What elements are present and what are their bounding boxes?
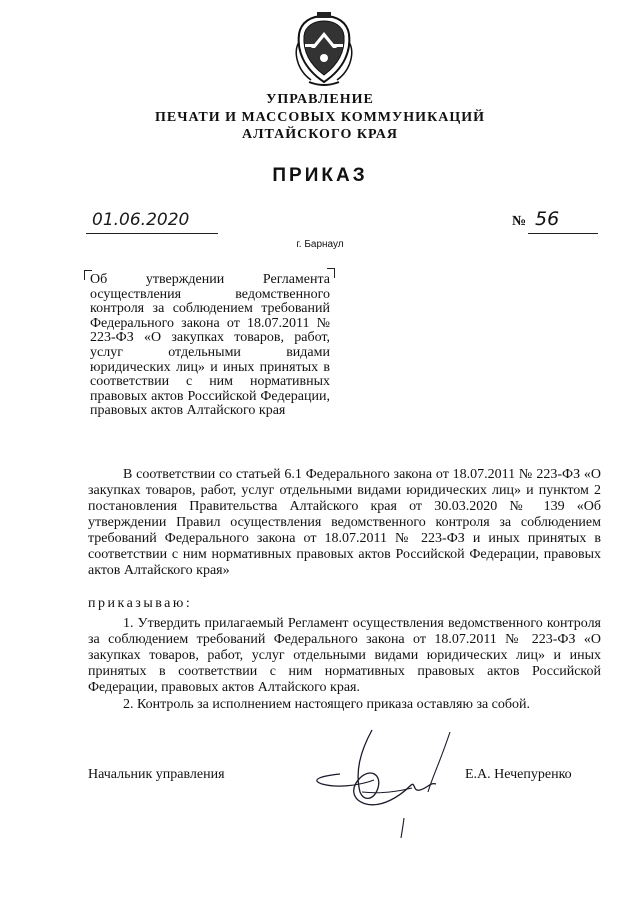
city-label: г. Барнаул	[296, 239, 344, 250]
number-label: №	[512, 214, 527, 229]
order-item-1: 1. Утвердить прилагаемый Регламент осуществления ведомственного контроля за соблюдением требований Федерального закона от 18.07.2011 № 223-ФЗ «О закупках товаров, работ, услуг отдельными видами юридических лиц» и иных принятых в соответствии с ним нормативных правовых актов Российской Федерации, правовых актов Алтайского края.	[88, 616, 601, 695]
handwritten-signature	[300, 722, 470, 842]
org-name-line-2: ПЕЧАТИ И МАССОВЫХ КОММУНИКАЦИЙ	[154, 110, 486, 125]
org-name-line-1: УПРАВЛЕНИЕ	[266, 92, 374, 107]
document-subject: Об утверждении Регламента осуществления ведомственного контроля за соблюдением требований Федерального закона от 18.07.2011 № 223-ФЗ «О закупках товаров, работ, услуг отдельными видами юридических лиц» и иных принятых в соответствии с ним нормативных правовых актов Российской Федерации, правовых актов Алтайского края	[90, 272, 330, 419]
document-title: ПРИКАЗ	[272, 165, 368, 186]
date-underline	[86, 233, 218, 234]
signatory-name: Е.А. Нечепуренко	[465, 767, 572, 782]
document-date: 01.06.2020	[92, 210, 190, 230]
preamble-paragraph: В соответствии со статьей 6.1 Федерального закона от 18.07.2011 № 223-ФЗ «О закупках товаров, работ, услуг отдельными видами юридических лиц» и пунктом 2 постановления Правительства Алтайского края от 30.03.2020 № 139 «Об утверждении Правил осуществления ведомственного контроля за соблюдением требований Федерального закона от 18.07.2011 № 223-ФЗ и иных принятых в соответствии с ним нормативных правовых актов Российской Федерации, правовых актов Алтайского края»	[88, 467, 601, 578]
number-underline	[528, 233, 598, 234]
coat-of-arms-emblem	[291, 12, 357, 88]
order-word: приказываю:	[88, 596, 193, 611]
document-number: 56	[535, 208, 560, 230]
org-name-line-3: АЛТАЙСКОГО КРАЯ	[241, 127, 399, 142]
signatory-position: Начальник управления	[88, 767, 225, 782]
order-item-2: 2. Контроль за исполнением настоящего приказа оставляю за собой.	[123, 697, 531, 712]
